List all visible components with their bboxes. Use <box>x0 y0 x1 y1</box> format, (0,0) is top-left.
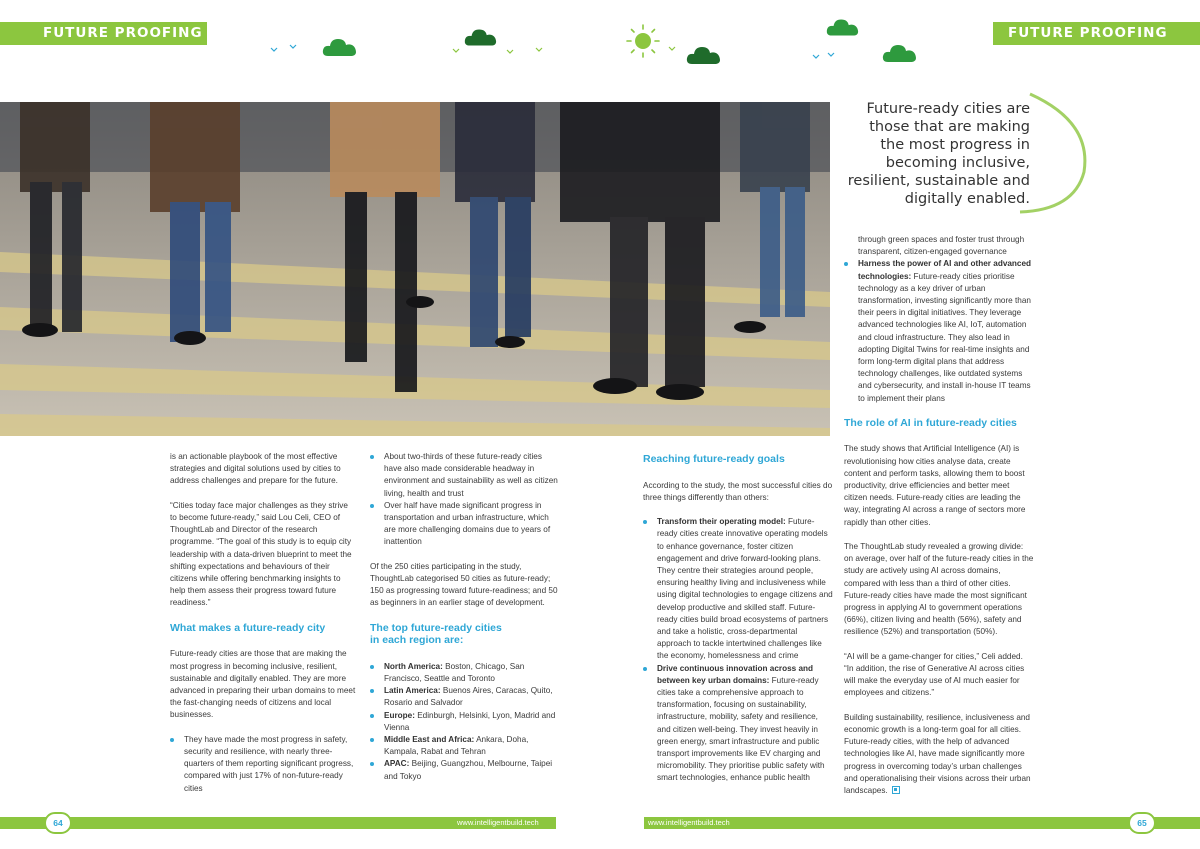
cloud-icon <box>826 16 860 38</box>
region-item: Latin America: Buenos Aires, Caracas, Quito, Rosario and Salvador <box>370 685 560 709</box>
region-item: APAC: Beijing, Guangzhou, Melbourne, Taipei and Tokyo <box>370 758 560 782</box>
section-heading: The role of AI in future-ready cities <box>844 416 1017 429</box>
bird-icon <box>452 46 552 56</box>
pedestrians-crosswalk-photo <box>0 102 830 436</box>
section-heading: Reaching future-ready goals <box>643 453 785 465</box>
section-banner-right: FUTURE PROOFING <box>993 22 1200 45</box>
bullet-dot <box>370 504 374 508</box>
bullet-dot <box>370 762 374 766</box>
bullet-dot <box>844 262 848 266</box>
bullet-item: Over half have made significant progress in transportation and urban infrastructure, which are more challenging domains due to years of inattention <box>370 500 560 549</box>
bird-icon <box>668 44 692 54</box>
cloud-icon <box>882 42 918 64</box>
section-heading: The top future-ready cities in each region are: <box>370 621 502 647</box>
bullet-item: Drive continuous innovation across and between key urban domains: Future-ready cities take a comprehensive approach to transformation, focusing on sustainability, infrastructure, mobility, safety and resilience, and citizen well-being. They invest heavily in green energy, smart infrastructure and public transport improvements like EV charging and micromobility. They prioritise public safety with smart technologies, enhance public health <box>643 663 833 785</box>
end-of-article-icon <box>892 786 900 794</box>
page-number-left: 64 <box>44 812 72 834</box>
bullet-item: Harness the power of AI and other advanced technologies: Future-ready cities prioritise technology as a key driver of urban transformation, investing significantly more than their peers in digital initiatives. They leverage advanced technologies like AI, IoT, automation and cloud infrastructure. They also lead in adopting Digital Twins for real-time insights and form long-term digital plans that address technology challenges, like outdated systems and cybersecurity, and install in-house IT teams to implement their plans <box>844 258 1034 404</box>
paragraph: “Cities today face major challenges as they strive to become future-ready,” said Lou Celi, CEO of ThoughtLab and Director of the research programme. “The goal of this study is to equip city leadership with a data-driven blueprint to meet the shifting expectations and behaviours of their citizens while offering benchmarking insights to help them assess their progress toward future readiness.” <box>170 500 352 608</box>
section-heading: What makes a future-ready city <box>170 621 326 634</box>
bullet-dot <box>643 667 647 671</box>
column-3 <box>643 451 833 785</box>
footer-url-left[interactable]: www.intelligentbuild.tech <box>457 818 539 827</box>
region-item: Middle East and Africa: Ankara, Doha, Kampala, Rabat and Tehran <box>370 734 560 758</box>
page-number-right: 65 <box>1128 812 1156 834</box>
bullet-dot <box>370 689 374 693</box>
footer-url-right[interactable]: www.intelligentbuild.tech <box>648 818 730 827</box>
paragraph: The ThoughtLab study revealed a growing divide: on average, over half of the future-ready cities in the study are actively using AI across domains, compared with less than a third of other cities. Future-ready cities have made the most significant progress in applying AI to government operations (66%), citizen living and health (56%), safety and resilience (52%) and transportation (50%). <box>844 541 1034 637</box>
paragraph: According to the study, the most successful cities do three things differently than others: <box>643 480 833 502</box>
section-banner-left: FUTURE PROOFING <box>0 22 207 45</box>
pull-quote: Future-ready cities are those that are making the most progress in becoming inclusive, resilient, sustainable and digitally enabled. <box>847 101 1030 207</box>
bullet-item: They have made the most progress in safety, security and resilience, with nearly three-quarters of them reporting significant progress, compared with just 17% of non-future-ready cities <box>170 734 356 795</box>
region-item: North America: Boston, Chicago, San Francisco, Seattle and Toronto <box>370 661 560 685</box>
column-2 <box>370 451 560 783</box>
paragraph: The study shows that Artificial Intelligence (AI) is revolutionising how cities analyse data, create content and perform tasks, allowing them to boost productivity, drive efficiencies and better meet citizen needs. Future-ready cities are leading the way, integrating AI across a range of sectors more rapidly than other cities. <box>844 444 1026 527</box>
region-item: Europe: Edinburgh, Helsinki, Lyon, Madrid and Vienna <box>370 710 560 734</box>
bullet-dot <box>370 455 374 459</box>
sun-icon <box>626 24 660 58</box>
bird-icon <box>812 52 836 62</box>
bullet-dot <box>370 665 374 669</box>
cloud-icon <box>464 26 498 48</box>
bullet-dot <box>370 714 374 718</box>
bullet-dot <box>170 738 174 742</box>
paragraph: Building sustainability, resilience, inclusiveness and economic growth is a long-term goal for all cities. Future-ready cities, with the help of advanced technologies like AI, have made significantly more progress in overcoming today’s urban challenges and operationalising their visions across their urban landscapes. <box>844 712 1031 795</box>
paragraph: Future-ready cities are those that are making the most progress in becoming inclusive, resilient, sustainable and digitally enabled. They are more advanced in preparing their urban domains to meet the fast-changing needs of citizens and local businesses. <box>170 649 356 720</box>
column-1 <box>170 451 356 795</box>
bullet-item: About two-thirds of these future-ready cities have also made considerable headway in environment and sustainability as well as citizen living, health and trust <box>370 451 560 500</box>
bullet-dot <box>370 738 374 742</box>
column-4 <box>844 234 1034 809</box>
paragraph: through green spaces and foster trust through transparent, citizen-engaged governance <box>858 235 1025 257</box>
paragraph: “AI will be a game-changer for cities,” Celi added. “In addition, the rise of Generative AI across cities will make the everyday use of AI much easier for employees and citizens.” <box>844 651 1025 698</box>
bullet-dot <box>643 520 647 524</box>
bird-icon <box>270 44 300 54</box>
bullet-item: Transform their operating model: Future-ready cities create innovative operating models to enhance governance, foster citizen engagement and drive forward-looking plans. They centre their strategies around people, ensuring healthy living and inclusiveness while using digital technologies to engage citizens and develop productive and skilled staff. Future-ready cities build broad ecosystems of partners and take a holistic, cross-departmental approach to tackle intertwined challenges like the economy, homelessness and crime <box>643 516 833 662</box>
cloud-icon <box>322 36 358 58</box>
paragraph: Of the 250 cities participating in the study, ThoughtLab categorised 50 cities as future-ready; 150 as progressing toward future-readiness; and 50 as beginners in an earlier stage of development. <box>370 561 558 608</box>
paragraph: is an actionable playbook of the most effective strategies and digital solutions used by cities to address challenges and prepare for the future. <box>170 452 341 486</box>
